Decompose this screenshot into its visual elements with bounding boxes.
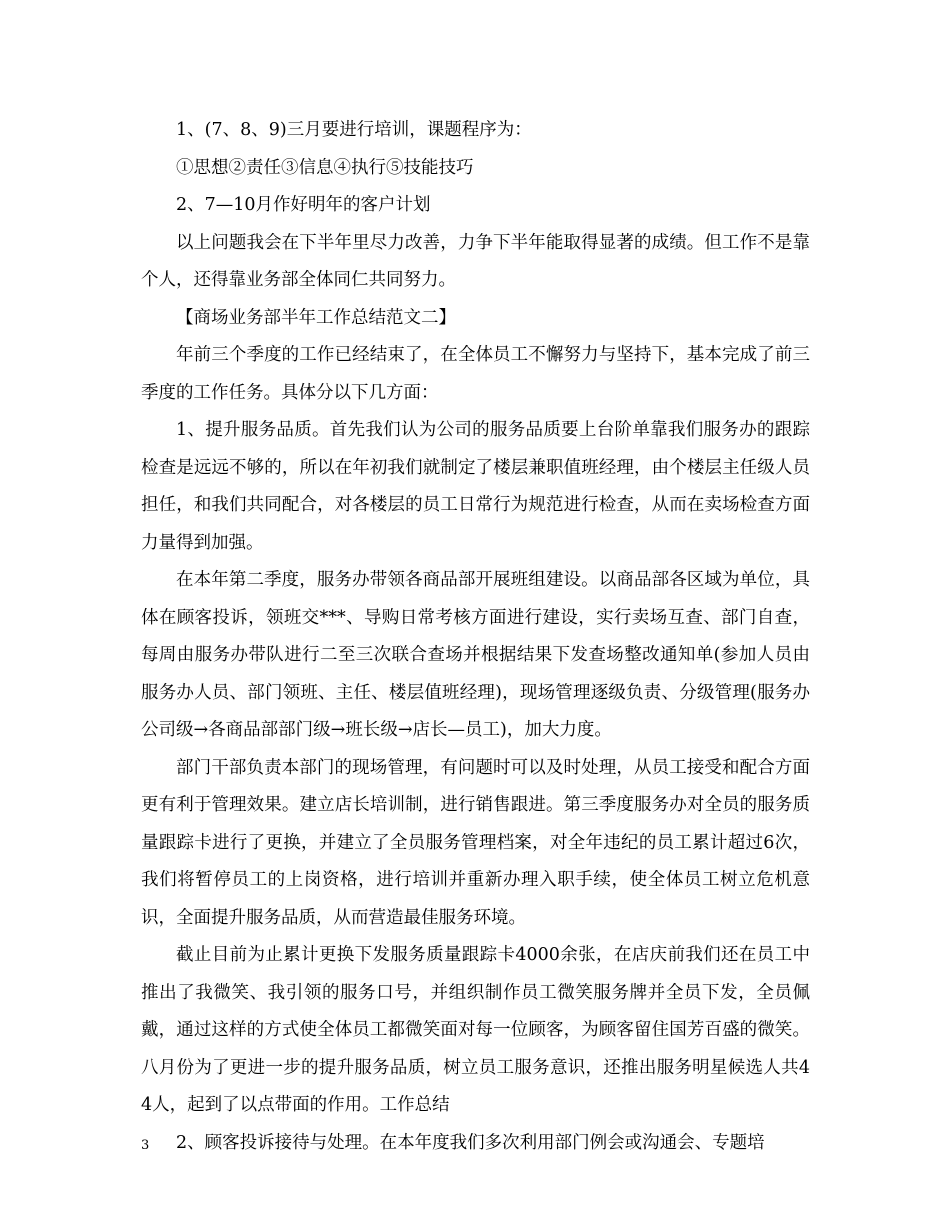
paragraph-intro: 年前三个季度的工作已经结束了，在全体员工不懈努力与坚持下，基本完成了前三季度的工作任务。具体分以下几方面：: [141, 345, 810, 403]
paragraph-complaints: 2、顾客投诉接待与处理。在本年度我们多次利用部门例会或沟通会、专题培: [176, 1132, 765, 1153]
paragraph-tracking-cards: 截止目前为止累计更换下发服务质量跟踪卡4000余张，在店庆前我们还在员工中推出了我微笑、我引领的服务口号，并组织制作员工微笑服务牌并全员下发，全员佩戴，通过这样的方式使全体员工都微笑面对每一位顾客，为顾客留住国芳百盛的微笑。八月份为了更进一步的提升服务品质，树立员工服务意识，还推出服务明星候选人共44人，起到了以点带面的作用。工作总结: [141, 945, 810, 1115]
paragraph-service-quality: 1、提升服务品质。首先我们认为公司的服务品质要上台阶单靠我们服务办的跟踪检查是远远不够的，所以在年初我们就制定了楼层兼职值班经理，由个楼层主任级人员担任，和我们共同配合，对各楼层的员工日常行为规范进行检查，从而在卖场检查方面力量得到加强。: [141, 420, 810, 553]
paragraph-department-management: 部门干部负责本部门的现场管理，有问题时可以及时处理，从员工接受和配合方面更有利于管理效果。建立店长培训制，进行销售跟进。第三季度服务办对全员的服务质量跟踪卡进行了更换，并建立了全员服务管理档案，对全年违纪的员工累计超过6次，我们将暂停员工的上岗资格，进行培训并重新办理入职手续，使全体员工树立危机意识，全面提升服务品质，从而营造最佳服务环境。: [141, 757, 810, 928]
paragraph-training-plan: 1、(7、8、9)三月要进行培训，课题程序为：: [176, 120, 532, 140]
page-number: 3: [141, 1138, 150, 1153]
paragraph-training-topics: ①思想②责任③信息④执行⑤技能技巧: [176, 157, 474, 178]
paragraph-improvement: 以上问题我会在下半年里尽力改善，力争下半年能取得显著的成绩。但工作不是靠个人，还得靠业务部全体同仁共同努力。: [141, 232, 810, 290]
paragraph-customer-plan: 2、7—10月作好明年的客户计划: [176, 195, 431, 215]
document-body: [141, 112, 810, 1162]
paragraph-second-quarter: 在本年第二季度，服务办带领各商品部开展班组建设。以商品部各区域为单位，具体在顾客投诉，领班交***、导购日常考核方面进行建设，实行卖场互查、部门自查，每周由服务办带队进行二至三次联合查场并根据结果下发查场整改通知单(参加人员由服务办人员、部门领班、主任、楼层值班经理)，现场管理逐级负责、分级管理(服务办公司级→各商品部部门级→班长级→店长—员工)，加大力度。: [141, 570, 810, 740]
section-heading: 【商场业务部半年工作总结范文二】: [176, 307, 456, 328]
